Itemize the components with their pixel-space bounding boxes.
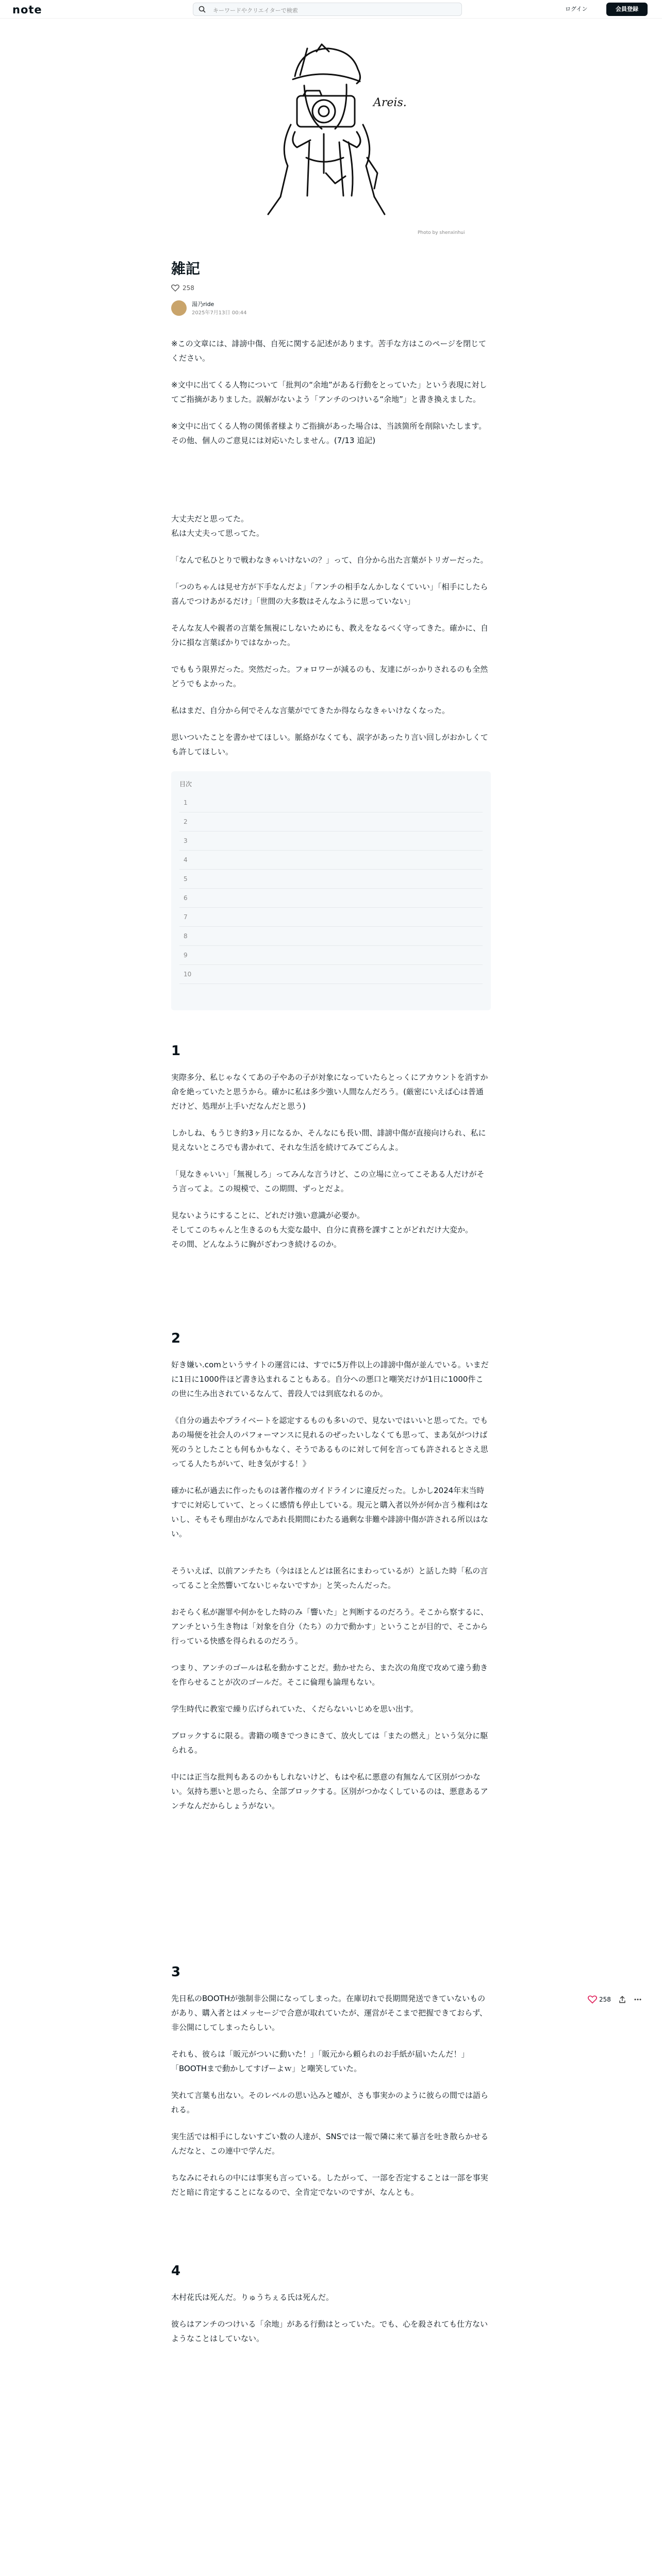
- preface-paragraphs: [171, 512, 491, 759]
- section-1-body: [171, 1070, 491, 1251]
- toc-item[interactable]: 2: [179, 812, 483, 832]
- site-header: [0, 0, 662, 19]
- share-icon[interactable]: [618, 1995, 626, 2004]
- article-title: 雑記: [171, 260, 201, 277]
- floating-like-count: 258: [599, 1996, 611, 2003]
- toc-item[interactable]: 7: [179, 908, 483, 927]
- publish-date: 2025年7月13日 00:44: [192, 310, 247, 316]
- section-heading-4: 4: [171, 2263, 181, 2279]
- note-logo[interactable]: note: [12, 4, 42, 16]
- paragraph: 見ないようにすることに、どれだけ強い意識が必要か。 そしてこのちゃんと生きるのも大変な最中、自分に責務を課すことがどれだけ大変か。 その間、どんなふうに胸がざわつき続けるのか。: [171, 1211, 473, 1249]
- paragraph: 笑れて言葉も出ない。そのレベルの思い込みと嘘が、さも事実かのように彼らの間では語られる。: [171, 2091, 489, 2114]
- author-block[interactable]: [171, 300, 491, 316]
- paragraph: 「つのちゃんは見せ方が下手なんだよ」「アンチの相手なんかしなくていい」「相手にしたら喜んでつけあがるだけ」「世間の大多数はそんなふうに思っていない」: [171, 582, 488, 606]
- search-icon: [198, 6, 206, 13]
- section-5-body: [171, 2290, 491, 2346]
- paragraph: 大丈夫だと思ってた。 私は大丈夫って思ってた。: [171, 514, 264, 538]
- paragraph: 「なんで私ひとりで戦わなきゃいけないの？」って、自分から出た言葉がトリガーだった。: [171, 555, 488, 565]
- paragraph: つまり、アンチのゴールは私を動かすことだ。動かせたら、また次の角度で攻めて違う動きを作らせることが次のゴールだ。そこに倫理も論理もない。: [171, 1663, 488, 1687]
- floating-action-bar: [588, 1995, 642, 2004]
- paragraph: 木村花氏は死んだ。りゅうちぇる氏は死んだ。: [171, 2293, 334, 2302]
- toc-item[interactable]: 1: [179, 793, 483, 812]
- section-heading-2: 2: [171, 1331, 181, 1346]
- paragraph: それも、彼らは「販元がついに動いた！」「販元から頼られのお手紙が届いたんだ！」「BOOTHまで動かしてすげーよｗ」と嘲笑していた。: [171, 2049, 469, 2073]
- paragraph: 先日私のBOOTHが強制非公開になってしまった。在庫切れで長期間発送できていないものがあり、購入者とはメッセージで合意が取れていたが、運営がそこまで把握できておらず、非公開にしてしまったらしい。: [171, 1994, 487, 2032]
- paragraph: 確かに私が過去に作ったものは著作権のガイドラインに違反だった。しかし2024年末当時すでに対応していて、とっくに感情も停止している。現元と購入者以外が何か言う権利はないし、そもそも理由がなんであれ長期間にわたる過剰な非難や誹謗中傷が許される所以はない。: [171, 1486, 489, 1538]
- like-heart-icon[interactable]: [588, 1995, 597, 2004]
- toc-item[interactable]: 8: [179, 927, 483, 946]
- toc-list: [179, 793, 483, 984]
- section-heading-1: 1: [171, 1043, 181, 1059]
- section-4-body: [171, 1991, 491, 2199]
- paragraph: おそらく私が謝罪や何かをした時のみ「響いた」と判断するのだろう。そこから察するに、アンチという生き物は「対象を自分（たち）の力で動かす」ということが目的で、そこから行っている快感を得られるのだろう。: [171, 1607, 489, 1646]
- toc-item[interactable]: 10: [179, 965, 483, 984]
- paragraph: 実際多分、私じゃなくてあの子やあの子が対象になっていたらとっくにアカウントを消すか命を絶っていたと思うから。確かに私は多少強い人間なんだろう。(厳密にいえば心は普通だけど、処理が上手いだなんだと思う): [171, 1073, 488, 1111]
- login-link[interactable]: ログイン: [565, 6, 588, 12]
- more-options-icon[interactable]: [634, 1995, 642, 2004]
- avatar[interactable]: [171, 300, 187, 316]
- search-placeholder: キーワードやクリエイターで検索: [213, 7, 298, 14]
- intro-notes: [171, 336, 491, 448]
- paragraph: ※この文章には、誹謗中傷、自死に関する記述があります。苦手な方はこのページを閉じてください。: [171, 339, 487, 363]
- register-button[interactable]: 会員登録: [606, 3, 648, 16]
- author-name[interactable]: 湯乃ride: [192, 301, 214, 308]
- paragraph: しかしね、もうじき約3ヶ月になるか、そんなにも長い間、誹謗中傷が直接向けられ、私に見えないところでも書かれて、それな生活を続けてみてごらんよ。: [171, 1128, 486, 1152]
- paragraph: そんな友人や親者の言葉を無視にしないためにも、教えをなるべく守ってきた。確かに、自分に損な言葉ばかりではなかった。: [171, 623, 489, 647]
- paragraph: そういえば、以前アンチたち（今はほとんどは匿名にまわっているが）と話した時「私の言ってること全然響いてないじゃないですか」と笑ったんだった。: [171, 1566, 488, 1590]
- paragraph: 「見なきゃいい」「無視しろ」ってみんな言うけど、この立場に立ってこそある人だけがそう言ってよ。この規模で、この期間、ずっとだよ。: [171, 1170, 485, 1193]
- paragraph: 実生活では相手にしないすごい数の人達が、SNSでは一報で隣に来て暴言を吐き散らかせるんだなと、この連中で学んだ。: [171, 2132, 489, 2156]
- paragraph: 私はまだ、自分から何でそんな言葉がでてきたか得ならなきゃいけなくなった。: [171, 706, 450, 715]
- toc-item[interactable]: 5: [179, 870, 483, 889]
- toc-item[interactable]: 4: [179, 851, 483, 870]
- paragraph: ブロックするに限る。書籍の嘆きでつきにきて、放火しては「またの燃え」という気分に駆られる。: [171, 1731, 488, 1755]
- like-count: 258: [183, 284, 194, 292]
- svg-text:Areis.: Areis.: [373, 96, 407, 109]
- photo-credit: Photo by shenxinhui: [418, 230, 465, 235]
- paragraph: 《自分の過去やプライベートを認定するものも多いので、見ないではいいと思ってた。でもあの場便を社会人のパフォーマンスに見れるのぜったいしなくても思って、まあ気がつけば死のうとしたことも何もかもなく、そうであるものに対して何を言っても許されるとさえ思ってる人たちがいて、吐き気がする！》: [171, 1416, 488, 1468]
- paragraph: 彼らはアンチのつけいる「余地」がある行動はとっていた。でも、心を殺されても仕方ないようなことはしていない。: [171, 2319, 488, 2343]
- paragraph: ※文中に出てくる人物の関係者様よりご指摘があった場合は、当該箇所を削除いたします。その他、個人のご意見には対応いたしません。(7/13 追記): [171, 421, 487, 445]
- article: [171, 258, 491, 2358]
- search-input[interactable]: [193, 3, 462, 16]
- toc-item[interactable]: 9: [179, 946, 483, 965]
- toc-item[interactable]: 6: [179, 889, 483, 908]
- paragraph: ※文中に出てくる人物について「批判の“余地”がある行動をとっていた」という表現に対してご指摘がありました。誤解がないよう「アンチのつけいる“余地”」と書き換えました。: [171, 380, 487, 404]
- paragraph: 学生時代に教室で繰り広げられていた、くだらないいじめを思い出す。: [171, 1704, 418, 1714]
- section-heading-3: 3: [171, 1964, 181, 1980]
- heart-icon: [171, 284, 179, 292]
- section-3-body: [171, 1564, 491, 1813]
- paragraph: でももう限界だった。突然だった。フォロワーが減るのも、友達にがっかりされるのも全然どうでもよかった。: [171, 665, 488, 688]
- paragraph: 中には正当な批判もあるのかもしれないけど、もはや私に悪意の有無なんて区別がつかない。気持ち悪いと思ったら、全部ブロックする。区別がつかなくしているのは、悪意あるアンチなんだからしょうがない。: [171, 1772, 488, 1810]
- paragraph: ちなみにそれらの中には事実も言っている。したがって、一部を否定することは一部を事実だと暗に肯定することになるので、全肯定でないのですが、なんとも。: [171, 2173, 488, 2197]
- table-of-contents: [171, 771, 491, 1010]
- section-2-body: [171, 1358, 491, 1541]
- toc-item[interactable]: 3: [179, 832, 483, 851]
- like-count-meta[interactable]: [171, 284, 491, 292]
- paragraph: 思いついたことを書かせてほしい。脈絡がなくても、誤字があったり言い回しがおかしくても許してほしい。: [171, 733, 488, 756]
- paragraph: 好き嫌い.comというサイトの運営には、すでに5万件以上の誹謗中傷が並んでいる。いまだに1日に1000件ほど書き込まれることもある。自分への悪口と嘲笑だけが1日に1000件この世に生み出されているなんて、普段人では到底なれるのか。: [171, 1360, 489, 1398]
- hero-illustration: [171, 19, 491, 241]
- toc-title[interactable]: 目次: [179, 781, 192, 788]
- camera-person-illustration: [171, 19, 491, 241]
